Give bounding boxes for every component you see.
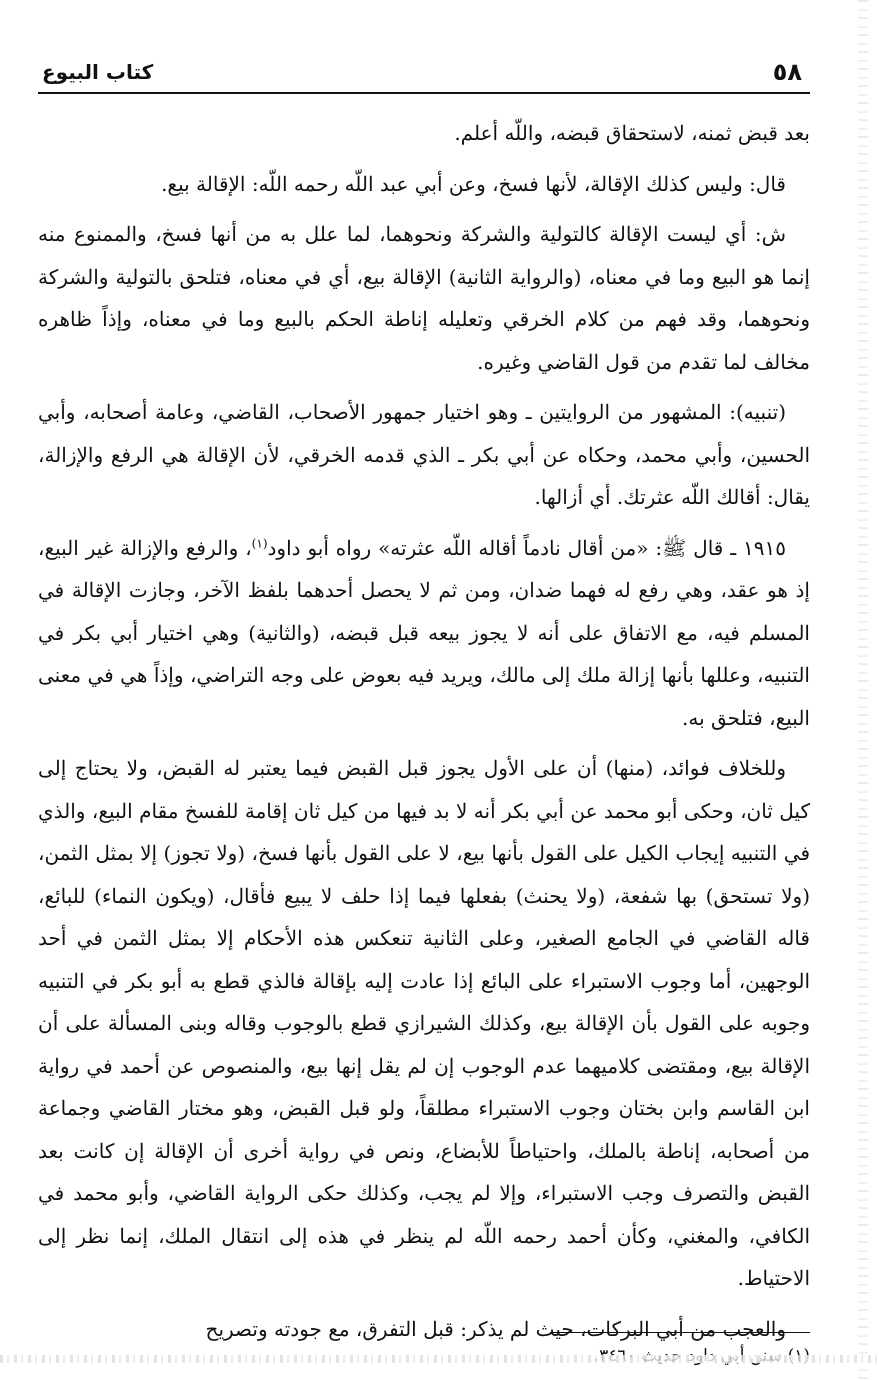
hadith-paragraph [38,527,810,740]
paragraph: قال: وليس كذلك الإقالة، لأنها فسخ، وعن أبي عبد اللّه رحمه اللّه: الإقالة بيع. [161,171,786,196]
page-header [38,52,810,94]
paragraph: والعجب من أبي البركات، حيث لم يذكر: قبل التفرق، مع جودته وتصريح [205,1316,786,1341]
footnote-divider [550,1332,810,1333]
paragraph: وللخلاف فوائد، (منها) أن على الأول يجوز قبل القبض فيما يعتبر له القبض، ولا يحتاج إلى كيل ثان، وحكى أبو محمد عن أبي بكر أنه لا بد فيها من كيل ثان إقامة للفسخ مقام البيع، والذي في التنبيه إيجاب الكيل على القول بأنها بيع، لا على القول بأنها فسخ، (ولا تجوز) إلا بمثل الثمن، (ولا تستحق) بها شفعة، (ولا يحنث) بفعلها فيما إذا حلف لا يبيع فأقال، (ويكون النماء) للبائع، قاله القاضي في الجامع الصغير، وعلى الثانية تنعكس هذه الأحكام إلا بمثل الثمن في أحد الوجهين، أما وجوب الاستبراء على البائع إذا عادت إليه بإقالة فالذي قطع به أبو بكر في التنبيه وجوبه على القول بأن الإقالة بيع، وكذلك الشيرازي قطع بالوجوب وقاله وبنى المسألة على أن الإقالة بيع، ومقتضى كلاميهما عدم الوجوب إن لم يقل إنها بيع، والمنصوص عن أحمد في رواية ابن القاسم وابن بختان وجوب الاستبراء مطلقاً، ولو قبل القبض، وهو مختار القاضي وجماعة من أصحابه، إناطة بالملك، واحتياطاً للأبضاع، ونص في رواية أخرى أن الإقالة إن كانت بعد القبض والتصرف وجب الاستبراء، وإلا لم يجب، وكذلك حكى الرواية القاضي، وأبو محمد في الكافي، والمغني، وكأن أحمد رحمه اللّه لم ينظر في هذه إلى انتقال الملك، إنما نظر إلى الاحتياط. [38,756,810,1290]
paragraph: بعد قبض ثمنه، لاستحقاق قبضه، واللّه أعلم. [454,121,810,145]
hadith-text: ١٩١٥ ـ قال ﷺ: «من أقال نادماً أقاله اللّه عثرته» رواه أبو داود [267,535,787,560]
document-page [38,52,810,1352]
paragraph: (تنبيه): المشهور من الروايتين ـ وهو اختيار جمهور الأصحاب، القاضي، وعامة أصحابه، وأبي الحسين، وأبي محمد، وحكاه عن أبي بكر ـ الذي قدمه الخرقي، لأن الإقالة هي الرفع والإزالة، يقال: أقالك اللّه عثرتك. أي أزالها. [38,400,810,509]
hadith-tail: ، والرفع [185,535,252,560]
footnote-reference[interactable]: (١) [251,535,268,550]
scan-bottom-noise [0,1355,879,1363]
running-title: كتاب البيوع [42,60,154,84]
body-text [38,112,810,1350]
page-number: ٥٨ [772,58,802,86]
paragraph-continuation: والإزالة غير البيع، إذ هو عقد، وهي رفع له فهما ضدان، ومن ثم لا يحصل أحدهما بلفظ الآخر، وجازت الإقالة في المسلم فيه، مع الاتفاق على أنه لا يجوز بيعه قبل قبضه، (والثانية) وهي اختيار أبي بكر في التنبيه، وعللها بأنها إزالة ملك إلى مالك، ويريد فيه بعوض على وجه التراضي، وإذاً هي في معنى البيع، فتلحق به. [38,535,810,730]
scan-edge-noise [858,0,868,1380]
paragraph: ش: أي ليست الإقالة كالتولية والشركة ونحوهما، لما علل به من أنها فسخ، والممنوع منه إنما هو البيع وما في معناه، (والرواية الثانية) الإقالة بيع، أي في معناه، فتلحق بالتولية والشركة ونحوهما، وقد فهم من كلام الخرقي وتعليله إناطة الحكم بالبيع وما في معناه، وإذاً ظاهره مخالف لما تقدم من قول القاضي وغيره. [38,222,810,374]
